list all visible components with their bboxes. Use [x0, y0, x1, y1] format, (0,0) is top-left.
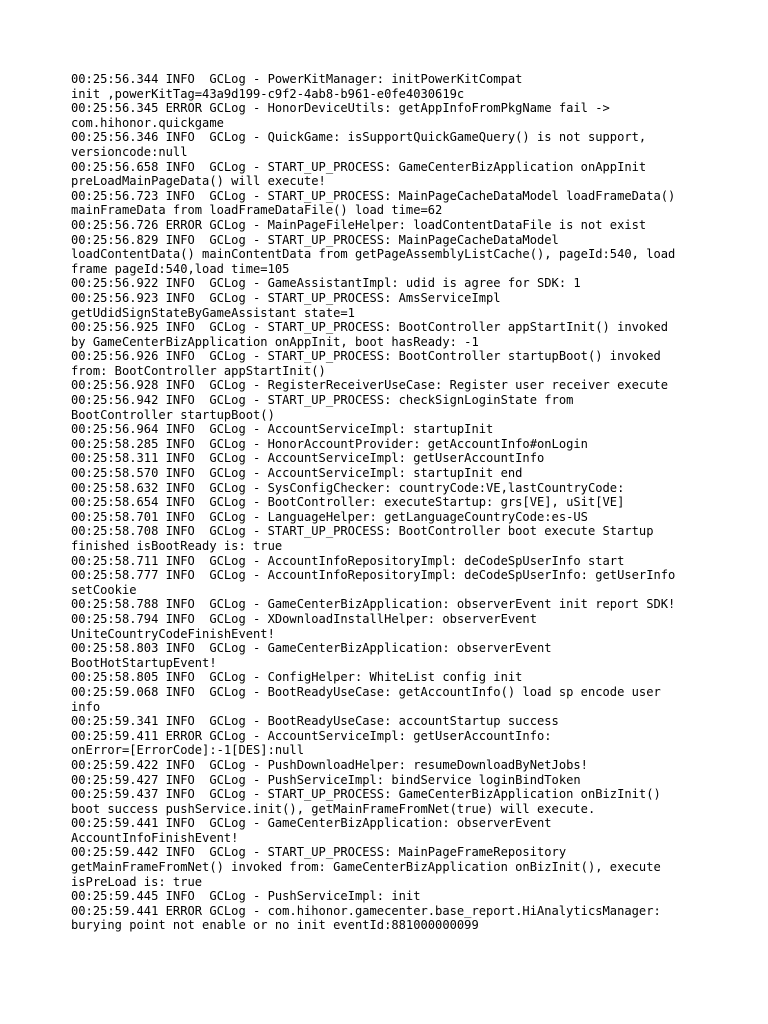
log-line: setCookie [71, 582, 137, 597]
log-line: info [71, 699, 101, 714]
log-line: 00:25:56.344 INFO GCLog - PowerKitManager: initPowerKitCompat [71, 72, 523, 86]
log-line: 00:25:58.803 INFO GCLog - GameCenterBizApplication: observerEvent [71, 641, 552, 656]
log-line: 00:25:56.723 INFO GCLog - START_UP_PROCESS: MainPageCacheDataModel loadFrameData() [71, 188, 676, 203]
log-line: finished isBootReady is: true [71, 539, 283, 553]
log-line: preLoadMainPageData() will execute! [71, 174, 326, 189]
log-line: 00:25:58.311 INFO GCLog - AccountServiceImpl: getUserAccountInfo [71, 451, 545, 466]
log-line: 00:25:59.445 INFO GCLog - PushServiceImpl: init [71, 889, 421, 904]
log-line: onError=[ErrorCode]:-1[DES]:null [71, 743, 304, 758]
log-line: 00:25:59.068 INFO GCLog - BootReadyUseCase: getAccountInfo() load sp encode user [71, 684, 661, 699]
log-document [71, 72, 711, 933]
log-line: getMainFrameFromNet() invoked from: GameCenterBizApplication onBizInit(), execute [71, 860, 661, 875]
log-line: 00:25:59.341 INFO GCLog - BootReadyUseCase: accountStartup success [71, 714, 559, 729]
log-line: AccountInfoFinishEvent! [71, 830, 239, 845]
log-line: 00:25:56.345 ERROR GCLog - HonorDeviceUtils: getAppInfoFromPkgName fail -> [71, 101, 610, 116]
log-line: 00:25:56.942 INFO GCLog - START_UP_PROCESS: checkSignLoginState from [71, 393, 574, 408]
log-line: 00:25:56.923 INFO GCLog - START_UP_PROCESS: AmsServiceImpl [71, 290, 501, 305]
log-line: 00:25:56.964 INFO GCLog - AccountServiceImpl: startupInit [71, 422, 494, 437]
log-line: 00:25:58.654 INFO GCLog - BootController: executeStartup: grs[VE], uSit[VE] [71, 495, 625, 510]
log-line: mainFrameData from loadFrameDataFile() load time=62 [71, 203, 443, 218]
log-line: BootController startupBoot() [71, 407, 275, 422]
log-line: 00:25:56.928 INFO GCLog - RegisterReceiverUseCase: Register user receiver execute [71, 378, 669, 393]
log-line: loadContentData() mainContentData from getPageAssemblyListCache(), pageId:540, load [71, 247, 676, 262]
log-line: 00:25:56.925 INFO GCLog - START_UP_PROCESS: BootController appStartInit() invoked [71, 320, 669, 335]
log-line: 00:25:59.411 ERROR GCLog - AccountServiceImpl: getUserAccountInfo: [71, 728, 552, 743]
log-line: 00:25:56.926 INFO GCLog - START_UP_PROCESS: BootController startupBoot() invoked [71, 349, 661, 364]
log-line: UniteCountryCodeFinishEvent! [71, 626, 275, 641]
log-line: 00:25:58.777 INFO GCLog - AccountInfoRepositoryImpl: deCodeSpUserInfo: getUserInfo [71, 568, 676, 583]
log-line: 00:25:58.794 INFO GCLog - XDownloadInstallHelper: observerEvent [71, 611, 537, 626]
log-line: 00:25:58.701 INFO GCLog - LanguageHelper: getLanguageCountryCode:es-US [71, 509, 588, 524]
log-line: 00:25:59.437 INFO GCLog - START_UP_PROCESS: GameCenterBizApplication onBizInit() [71, 787, 661, 802]
log-line: 00:25:59.442 INFO GCLog - START_UP_PROCESS: MainPageFrameRepository [71, 845, 567, 860]
log-line: 00:25:56.829 INFO GCLog - START_UP_PROCESS: MainPageCacheDataModel [71, 232, 559, 247]
log-line: 00:25:56.726 ERROR GCLog - MainPageFileHelper: loadContentDataFile is not exist [71, 217, 647, 232]
log-line: 00:25:58.788 INFO GCLog - GameCenterBizApplication: observerEvent init report SDK! [71, 597, 676, 612]
log-line: 00:25:58.285 INFO GCLog - HonorAccountProvider: getAccountInfo#onLogin [71, 436, 588, 451]
log-line: 00:25:58.570 INFO GCLog - AccountServiceImpl: startupInit end [71, 466, 523, 481]
log-line: 00:25:59.441 INFO GCLog - GameCenterBizApplication: observerEvent [71, 816, 552, 831]
log-line: getUdidSignStateByGameAssistant state=1 [71, 305, 355, 320]
log-line: frame pageId:540,load time=105 [71, 261, 290, 276]
log-line: boot success pushService.init(), getMainFrameFromNet(true) will execute. [71, 801, 596, 816]
log-line: 00:25:56.346 INFO GCLog - QuickGame: isSupportQuickGameQuery() is not support, [71, 130, 647, 145]
log-line: 00:25:58.711 INFO GCLog - AccountInfoRepositoryImpl: deCodeSpUserInfo start [71, 553, 625, 568]
log-line: 00:25:59.427 INFO GCLog - PushServiceImpl: bindService loginBindToken [71, 772, 581, 787]
log-line: versioncode:null [71, 144, 188, 159]
log-line: from: BootController appStartInit() [71, 363, 326, 378]
log-line: isPreLoad is: true [71, 874, 203, 889]
log-line: 00:25:58.708 INFO GCLog - START_UP_PROCESS: BootController boot execute Startup [71, 524, 654, 539]
log-line: 00:25:59.441 ERROR GCLog - com.hihonor.gamecenter.base_report.HiAnalyticsManager: [71, 903, 661, 918]
log-line: 00:25:58.805 INFO GCLog - ConfigHelper: WhiteList config init [71, 670, 523, 685]
log-line: com.hihonor.quickgame [71, 115, 224, 130]
log-line: 00:25:56.922 INFO GCLog - GameAssistantImpl: udid is agree for SDK: 1 [71, 276, 581, 291]
log-line: burying point not enable or no init eventId:881000000099 [71, 918, 479, 933]
log-line: 00:25:58.632 INFO GCLog - SysConfigChecker: countryCode:VE,lastCountryCode: [71, 480, 625, 495]
log-line: BootHotStartupEvent! [71, 655, 217, 670]
log-line: 00:25:56.658 INFO GCLog - START_UP_PROCESS: GameCenterBizApplication onAppInit [71, 159, 647, 174]
log-line: by GameCenterBizApplication onAppInit, boot hasReady: -1 [71, 334, 479, 349]
log-line: 00:25:59.422 INFO GCLog - PushDownloadHelper: resumeDownloadByNetJobs! [71, 757, 588, 772]
log-line: init ,powerKitTag=43a9d199-c9f2-4ab8-b961-e0fe4030619c [71, 86, 465, 101]
